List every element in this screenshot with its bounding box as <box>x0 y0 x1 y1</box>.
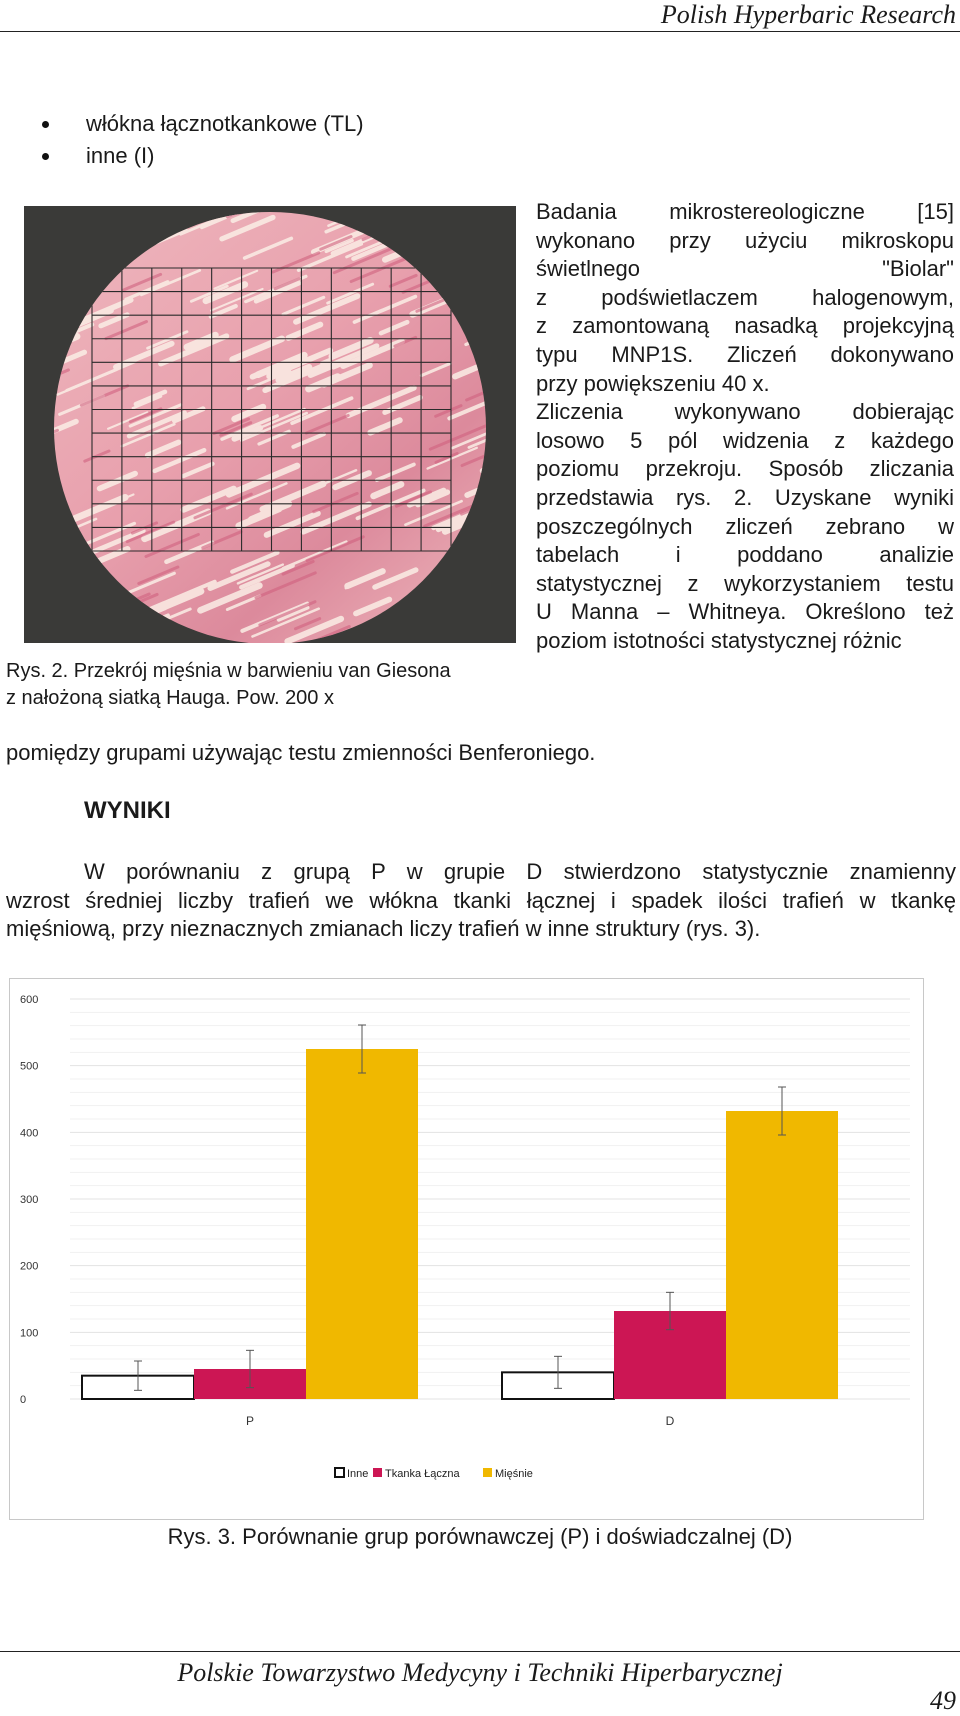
bar <box>726 1111 838 1399</box>
running-header-title: Polish Hyperbaric Research <box>660 0 956 29</box>
methods-line: z podświetlaczem halogenowym, <box>536 284 954 310</box>
y-tick-label: 100 <box>20 1327 39 1340</box>
methods-line: U Manna – Whitneya. Określono też <box>536 599 954 625</box>
results-paragraph <box>6 858 956 944</box>
methods-line: Badania mikrostereologiczne [15] <box>536 199 954 224</box>
methods-line: poszczególnych zliczeń zebrano w <box>536 513 954 539</box>
results-line: W porównaniu z grupą P w grupie D stwierdzono statystycznie znamienny <box>84 859 956 884</box>
methods-line: wykonano przy użyciu mikroskopu <box>536 227 954 253</box>
methods-line: przy powiększeniu 40 x. <box>536 370 770 396</box>
figure2-caption-line1: Rys. 2. Przekrój mięśnia w barwieniu van Giesona <box>6 660 451 682</box>
bullet-icon <box>42 153 49 160</box>
y-tick-label: 0 <box>20 1394 27 1406</box>
bullet-item <box>40 108 364 140</box>
footer-rule <box>0 1651 960 1652</box>
results-line: mięśniową, przy nieznacznych zmianach liczy trafień w inne struktury (rys. 3). <box>6 916 761 942</box>
legend-label: Inne <box>347 1468 369 1480</box>
header-rule <box>0 31 960 32</box>
y-tick-label: 300 <box>20 1194 39 1206</box>
legend-swatch <box>335 1468 344 1477</box>
methods-line: losowo 5 pól widzenia z każdego <box>536 427 954 453</box>
page-number: 49 <box>930 1686 956 1715</box>
methods-line: typu MNP1S. Zliczeń dokonywano <box>536 341 954 367</box>
bullet-icon <box>42 121 49 128</box>
methods-line: Zliczenia wykonywano dobierając <box>536 399 954 425</box>
y-tick-label: 400 <box>20 1127 39 1140</box>
figure3-caption: Rys. 3. Porównanie grup porównawczej (P) i doświadczalnej (D) <box>167 1524 793 1549</box>
bar-chart <box>9 978 924 1520</box>
y-tick-label: 500 <box>20 1060 39 1073</box>
micrograph-image <box>24 206 516 643</box>
bullet-item <box>40 140 364 172</box>
methods-line: tabelach i poddano analizie <box>536 542 954 568</box>
legend-swatch <box>483 1468 492 1477</box>
methods-line: z zamontowaną nasadką projekcyjną <box>536 313 954 339</box>
bar <box>306 1049 418 1399</box>
legend-label: Mięśnie <box>495 1468 533 1480</box>
methods-paragraph <box>536 198 954 656</box>
x-tick-label: P <box>245 1414 255 1428</box>
results-line: wzrost średniej liczby trafień we włókna tkanki łącznej i spadek ilości trafień w tkankę <box>6 887 956 913</box>
bullet-text: inne (I) <box>86 143 155 168</box>
methods-line: poziomu przekroju. Sposób zliczania <box>536 456 954 482</box>
methods-line: świetlnego "Biolar" <box>536 256 954 282</box>
bar-chart-svg <box>10 979 923 1519</box>
figure2-caption-line2: z nałożoną siatką Hauga. Pow. 200 x <box>6 687 334 709</box>
methods-line: statystycznej z wykorzystaniem testu <box>536 570 954 596</box>
x-tick-label: D <box>665 1414 675 1428</box>
figure2-caption <box>6 658 514 712</box>
bullet-text: włókna łącznotkankowe (TL) <box>86 111 364 136</box>
legend-label: Tkanka Łączna <box>385 1468 460 1480</box>
y-tick-label: 200 <box>20 1260 39 1273</box>
methods-line: przedstawia rys. 2. Uzyskane wyniki <box>536 484 954 510</box>
y-tick-label: 600 <box>20 994 39 1006</box>
bullet-list <box>40 108 364 172</box>
microscope-figure <box>24 206 516 643</box>
methods-line: poziom istotności statystycznej różnic <box>536 627 902 653</box>
footer-text: Polskie Towarzystwo Medycyny i Techniki Hiperbarycznej <box>177 1658 783 1687</box>
continuation-text: pomiędzy grupami używając testu zmienności Benferoniego. <box>6 740 596 765</box>
legend-swatch <box>373 1468 382 1477</box>
section-heading: WYNIKI <box>84 797 171 824</box>
